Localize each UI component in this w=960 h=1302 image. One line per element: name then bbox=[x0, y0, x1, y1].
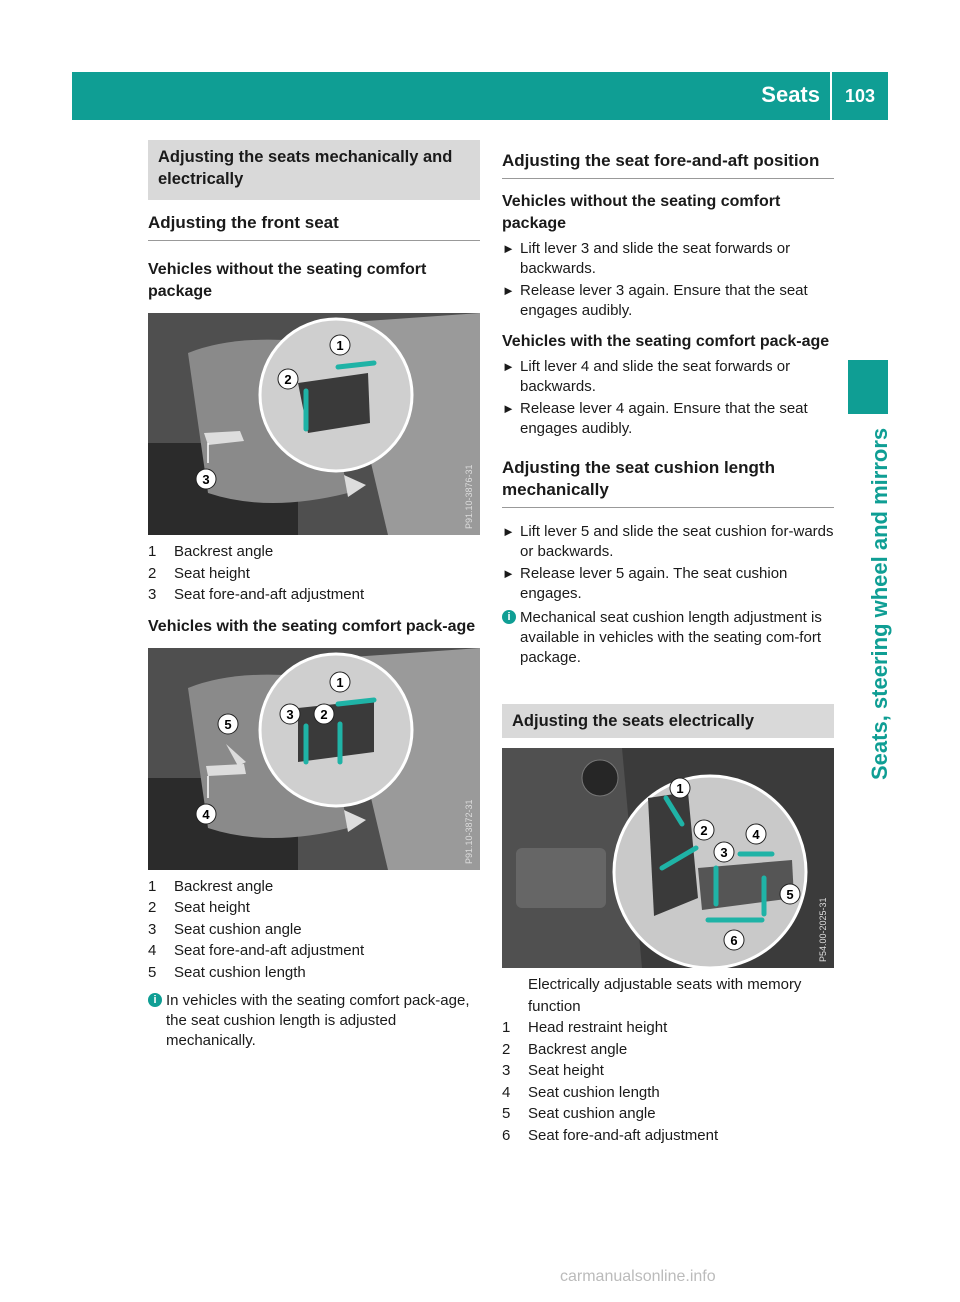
figure-manual-seat bbox=[148, 313, 480, 535]
section-banner: Adjusting the seats electrically bbox=[502, 704, 834, 738]
svg-text:2: 2 bbox=[320, 706, 328, 722]
legend-list bbox=[148, 876, 480, 984]
arrow-icon: ► bbox=[502, 241, 515, 256]
chapter-title bbox=[848, 420, 892, 780]
step-item: ► Lift lever 4 and slide the seat forwards or backwards. bbox=[502, 358, 791, 395]
step-item: ► Release lever 3 again. Ensure that the seat engages audibly. bbox=[502, 282, 808, 319]
header-divider bbox=[830, 72, 832, 120]
legend-item: 3 Seat cushion angle bbox=[148, 920, 302, 938]
legend-item: 2 Backrest angle bbox=[502, 1040, 628, 1058]
callout-3 bbox=[280, 704, 300, 724]
svg-text:1: 1 bbox=[336, 338, 344, 353]
info-note-text: In vehicles with the seating comfort pack-age, the seat cushion length is adjusted mechanically. bbox=[166, 992, 470, 1049]
svg-text:5: 5 bbox=[224, 716, 232, 732]
legend-item: 4 Seat cushion length bbox=[502, 1083, 660, 1101]
callout-1 bbox=[330, 672, 350, 692]
legend-item: 3 Seat fore-and-aft adjustment bbox=[148, 586, 365, 603]
callout-1 bbox=[330, 335, 350, 355]
legend-item: 1 Head restraint height bbox=[502, 1019, 668, 1036]
subheading: Vehicles with the seating comfort pack-age bbox=[148, 617, 476, 635]
svg-text:6: 6 bbox=[730, 933, 738, 948]
callout-2 bbox=[694, 820, 714, 840]
page-number: 103 bbox=[844, 86, 876, 106]
svg-text:1: 1 bbox=[336, 674, 344, 690]
callout-4 bbox=[196, 804, 216, 824]
legend-list bbox=[148, 541, 480, 606]
section-title: Adjusting the seat fore-and-aft position bbox=[502, 150, 834, 179]
legend-item: 3 Seat height bbox=[502, 1062, 604, 1079]
section-title: Adjusting the seat cushion length mechanically bbox=[502, 457, 834, 508]
svg-text:3: 3 bbox=[202, 472, 210, 487]
left-column bbox=[148, 140, 480, 1051]
callout-3 bbox=[714, 842, 734, 862]
svg-text:3: 3 bbox=[720, 845, 728, 860]
subheading: Vehicles with the seating comfort pack-age bbox=[502, 333, 830, 350]
callout-4 bbox=[746, 824, 766, 844]
section-name: Seats bbox=[761, 82, 820, 107]
right-column bbox=[502, 150, 834, 1146]
svg-text:1: 1 bbox=[676, 781, 684, 796]
info-icon: i bbox=[148, 993, 162, 1007]
callout-6 bbox=[724, 930, 744, 950]
arrow-icon: ► bbox=[502, 283, 515, 298]
arrow-icon: ► bbox=[502, 401, 515, 416]
info-note bbox=[148, 991, 480, 1051]
svg-text:4: 4 bbox=[752, 827, 760, 842]
legend-item: 5 Seat cushion angle bbox=[502, 1105, 656, 1122]
callout-5 bbox=[218, 714, 238, 734]
step-item: ► Lift lever 3 and slide the seat forwards or backwards. bbox=[502, 240, 791, 277]
header-bar bbox=[72, 72, 888, 120]
callout-5 bbox=[780, 884, 800, 904]
legend-item: 5 Seat cushion length bbox=[148, 963, 306, 981]
legend-item: 2 Seat height bbox=[148, 899, 250, 916]
legend-item: 2 Seat height bbox=[148, 564, 250, 582]
callout-1 bbox=[670, 778, 690, 798]
callout-2 bbox=[314, 704, 334, 724]
callout-3 bbox=[196, 469, 216, 489]
chapter-title-text: Seats, steering wheel and mirrors bbox=[867, 427, 892, 780]
legend-list bbox=[502, 1017, 834, 1146]
figure-code: P91.10-3872-31 bbox=[464, 798, 474, 864]
svg-text:2: 2 bbox=[284, 372, 292, 387]
subheading: Vehicles without the seating comfort package bbox=[502, 193, 781, 232]
legend-item: 4 Seat fore-and-aft adjustment bbox=[148, 942, 365, 959]
figure-comfort-seat bbox=[148, 648, 480, 870]
callout-2 bbox=[278, 369, 298, 389]
step-item: ► Release lever 4 again. Ensure that the seat engages audibly. bbox=[502, 400, 808, 437]
section-banner: Adjusting the seats mechanically and electrically bbox=[148, 140, 480, 200]
figure-code: P91.10-3876-31 bbox=[464, 464, 474, 529]
arrow-icon: ► bbox=[502, 359, 515, 374]
step-item: ► Release lever 5 again. The seat cushion engages. bbox=[502, 565, 788, 602]
chapter-tab bbox=[848, 360, 888, 414]
svg-text:4: 4 bbox=[202, 806, 210, 822]
watermark: carmanualsonline.info bbox=[560, 1268, 716, 1285]
legend-item: 1 Backrest angle bbox=[148, 543, 274, 560]
info-icon: i bbox=[502, 610, 516, 624]
step-item: ► Lift lever 5 and slide the seat cushion for-wards or backwards. bbox=[502, 523, 834, 560]
info-note bbox=[502, 608, 834, 668]
section-title: Adjusting the front seat bbox=[148, 212, 480, 241]
figure-electric-seat bbox=[502, 748, 834, 968]
legend-item: 1 Backrest angle bbox=[148, 877, 274, 895]
arrow-icon: ► bbox=[502, 524, 515, 539]
info-note-text: Mechanical seat cushion length adjustment is available in vehicles with the seating com-fort package. bbox=[520, 609, 822, 666]
svg-text:5: 5 bbox=[786, 887, 794, 902]
subheading: Vehicles without the seating comfort package bbox=[148, 261, 427, 300]
legend-item: 6 Seat fore-and-aft adjustment bbox=[502, 1126, 719, 1144]
arrow-icon: ► bbox=[502, 566, 515, 581]
figure-caption: Electrically adjustable seats with memory function bbox=[528, 976, 802, 1015]
svg-text:3: 3 bbox=[286, 706, 294, 722]
figure-code: P54.00-2025-31 bbox=[818, 897, 828, 962]
svg-text:2: 2 bbox=[700, 823, 708, 838]
